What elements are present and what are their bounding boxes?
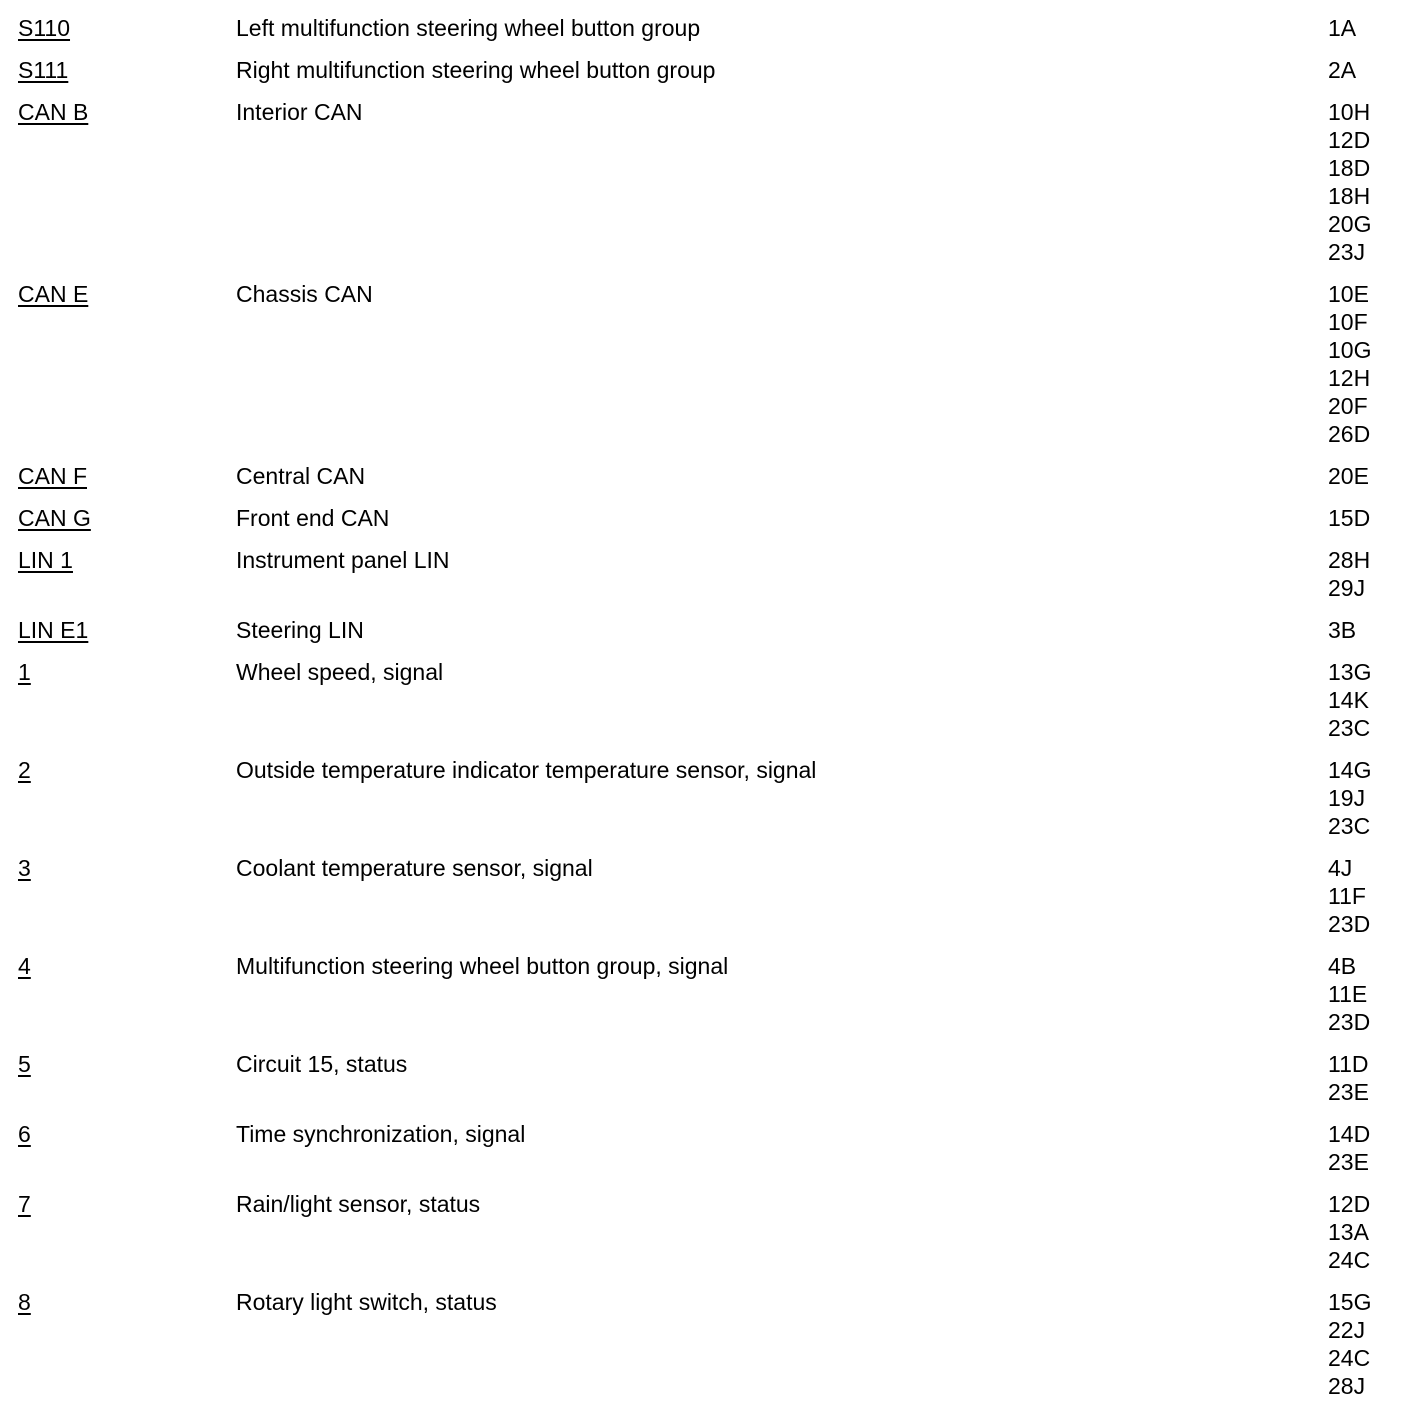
- legend-code: 6: [18, 1121, 31, 1147]
- legend-references: [1328, 616, 1408, 644]
- legend-row: [0, 1120, 1408, 1176]
- legend-reference: 22J: [1328, 1317, 1366, 1343]
- legend-description: Interior CAN: [236, 99, 363, 125]
- legend-description: Wheel speed, signal: [236, 659, 444, 685]
- legend-row: [0, 1050, 1408, 1106]
- legend-references: [1328, 1120, 1408, 1176]
- legend-description: Front end CAN: [236, 505, 390, 531]
- legend-code: 1: [18, 659, 31, 685]
- legend-reference: 29J: [1328, 575, 1366, 601]
- legend-reference: 14G: [1328, 757, 1372, 783]
- legend-references: [1328, 952, 1408, 1036]
- legend-description: Rain/light sensor, status: [236, 1191, 481, 1217]
- legend-references: [1328, 98, 1408, 266]
- legend-code: 8: [18, 1289, 31, 1315]
- legend-code: 5: [18, 1051, 31, 1077]
- legend-reference: 23E: [1328, 1079, 1369, 1105]
- legend-row: [0, 546, 1408, 602]
- legend-description: Circuit 15, status: [236, 1051, 408, 1077]
- legend-reference: 23D: [1328, 1009, 1371, 1035]
- legend-reference: 20F: [1328, 393, 1368, 419]
- legend-row: [0, 98, 1408, 266]
- legend-row: [0, 1190, 1408, 1274]
- legend-references: [1328, 1190, 1408, 1274]
- legend-reference: 4J: [1328, 855, 1353, 881]
- legend-description: Rotary light switch, status: [236, 1289, 497, 1315]
- legend-row: [0, 14, 1408, 42]
- legend-references: [1328, 854, 1408, 938]
- legend-reference: 10E: [1328, 281, 1369, 307]
- legend-row: [0, 616, 1408, 644]
- legend-reference: 1A: [1328, 15, 1357, 41]
- legend-references: [1328, 546, 1408, 602]
- legend-code: 2: [18, 757, 31, 783]
- legend-row: [0, 462, 1408, 490]
- legend-row: [0, 56, 1408, 84]
- legend-reference: 28H: [1328, 547, 1371, 573]
- legend-reference: 15D: [1328, 505, 1371, 531]
- legend-references: [1328, 14, 1408, 42]
- legend-row: [0, 280, 1408, 448]
- legend-description: Chassis CAN: [236, 281, 373, 307]
- legend-reference: 23J: [1328, 239, 1366, 265]
- legend-row: [0, 658, 1408, 742]
- legend-description: Outside temperature indicator temperature sensor, signal: [236, 757, 817, 783]
- legend-description: Right multifunction steering wheel button group: [236, 57, 716, 83]
- legend-references: [1328, 756, 1408, 840]
- legend-description: Time synchronization, signal: [236, 1121, 526, 1147]
- legend-reference: 10H: [1328, 99, 1371, 125]
- legend-code: CAN F: [18, 463, 87, 489]
- legend-description: Multifunction steering wheel button group, signal: [236, 953, 729, 979]
- legend-code: 4: [18, 953, 31, 979]
- legend-references: [1328, 1050, 1408, 1106]
- legend-reference: 14D: [1328, 1121, 1371, 1147]
- legend-reference: 13A: [1328, 1219, 1369, 1245]
- legend-references: [1328, 658, 1408, 742]
- legend-reference: 10F: [1328, 309, 1368, 335]
- legend-reference: 23C: [1328, 813, 1371, 839]
- legend-reference: 12H: [1328, 365, 1371, 391]
- legend-reference: 10G: [1328, 337, 1372, 363]
- legend-reference: 11D: [1328, 1051, 1369, 1077]
- legend-reference: 26D: [1328, 421, 1371, 447]
- legend-reference: 18D: [1328, 155, 1371, 181]
- legend-description: Left multifunction steering wheel button group: [236, 15, 701, 41]
- legend-reference: 23D: [1328, 911, 1371, 937]
- legend-code: S110: [18, 15, 71, 41]
- legend-reference: 13G: [1328, 659, 1372, 685]
- legend-reference: 19J: [1328, 785, 1366, 811]
- legend-description: Instrument panel LIN: [236, 547, 450, 573]
- legend-code: 7: [18, 1191, 31, 1217]
- legend-code: CAN G: [18, 505, 91, 531]
- legend-row: [0, 756, 1408, 840]
- legend-reference: 23E: [1328, 1149, 1369, 1175]
- legend-description: Central CAN: [236, 463, 366, 489]
- legend-reference: 14K: [1328, 687, 1369, 713]
- legend-references: [1328, 280, 1408, 448]
- legend-reference: 24C: [1328, 1247, 1371, 1273]
- legend-reference: 2A: [1328, 57, 1357, 83]
- legend-reference: 11F: [1328, 883, 1366, 909]
- legend-row: [0, 952, 1408, 1036]
- legend-references: [1328, 56, 1408, 84]
- legend-reference: 15G: [1328, 1289, 1372, 1315]
- legend-reference: 3B: [1328, 617, 1357, 643]
- legend-reference: 12D: [1328, 1191, 1371, 1217]
- legend-reference: 18H: [1328, 183, 1371, 209]
- legend-code: LIN 1: [18, 547, 73, 573]
- legend-description: Steering LIN: [236, 617, 364, 643]
- legend-row: [0, 504, 1408, 532]
- legend-reference: 12D: [1328, 127, 1371, 153]
- legend-reference: 23C: [1328, 715, 1371, 741]
- legend-code: CAN B: [18, 99, 89, 125]
- legend-references: [1328, 462, 1408, 490]
- legend-description: Coolant temperature sensor, signal: [236, 855, 593, 881]
- legend-reference: 4B: [1328, 953, 1357, 979]
- legend-row: [0, 854, 1408, 938]
- legend-row: [0, 1288, 1408, 1400]
- legend-code: S111: [18, 57, 69, 83]
- legend-reference: 11E: [1328, 981, 1368, 1007]
- legend-reference: 20E: [1328, 463, 1369, 489]
- legend-reference: 20G: [1328, 211, 1372, 237]
- legend-code: LIN E1: [18, 617, 89, 643]
- legend-code: CAN E: [18, 281, 89, 307]
- legend-references: [1328, 1288, 1408, 1400]
- legend-reference: 28J: [1328, 1373, 1366, 1399]
- legend-references: [1328, 504, 1408, 532]
- legend-reference: 24C: [1328, 1345, 1371, 1371]
- legend-code: 3: [18, 855, 31, 881]
